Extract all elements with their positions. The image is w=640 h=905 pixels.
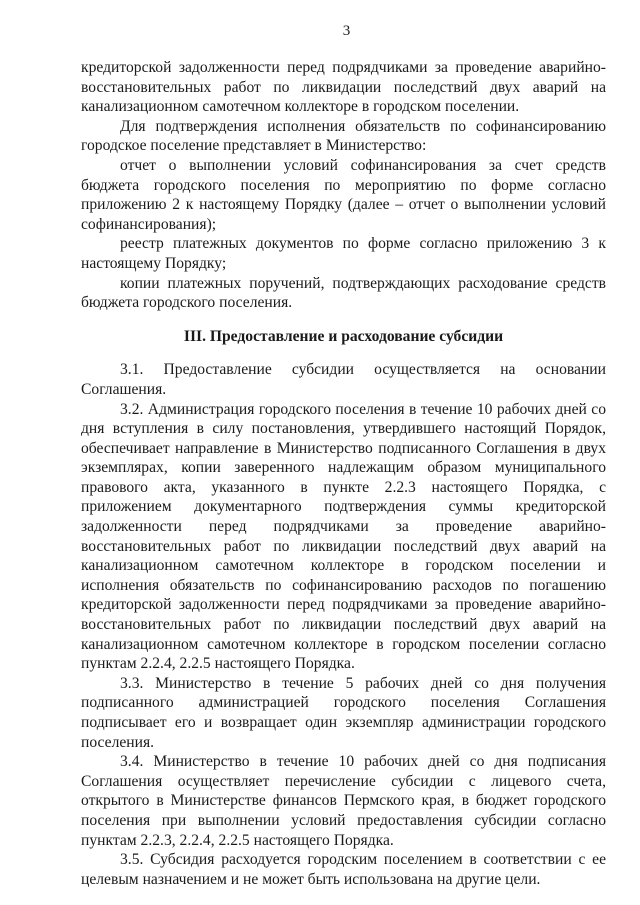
clause-3-5: 3.5. Субсидия расходуется городским поселением в соответствии с ее целевым назначением и не может быть использована на другие цели. <box>81 851 606 888</box>
page-number: 3 <box>342 23 351 39</box>
paragraph: отчет о выполнении условий софинансирования за счет средств бюджета городского поселения по мероприятию по форме согласно приложению 2 к настоящему Порядку (далее – отчет о выполнении условий софинансирования); <box>81 156 606 233</box>
paragraph: Для подтверждения исполнения обязательств по софинансированию городское поселение представляет в Министерство: <box>81 117 606 155</box>
paragraph: реестр платежных документов по форме согласно приложению 3 к настоящему Порядку; <box>81 235 606 272</box>
clause-3-2: 3.2. Администрация городского поселения в течение 10 рабочих дней со дня вступления в силу постановления, утвердившего настоящий Порядок, обеспечивает направление в Министерство подписанного Соглашения в двух экземплярах, копии заверенного надлежащим образом муниципального правового акта, указанного в пункте 2.2.3 настоящего Порядка, с приложением документарного подтверждения суммы кредиторской задолженности перед подрядчиками за проведение аварийно-восстановительных работ по ликвидации последствий двух аварий на канализационном самотечном коллекторе в городском поселении и исполнения обязательств по софинансированию расходов по погашению кредиторской задолженности перед подрядчиками за проведение аварийно-восстановительных работ по ликвидации последствий двух аварий на канализационном самотечном коллекторе в городском поселении согласно пунктам 2.2.4, 2.2.5 настоящего Порядка. <box>81 400 606 673</box>
clause-3-4: 3.4. Министерство в течение 10 рабочих дней со дня подписания Соглашения осуществляет перечисление субсидии с лицевого счета, открытого в Министерстве финансов Пермского края, в бюджет городского поселения при выполнении условий предоставления субсидии согласно пунктам 2.2.3, 2.2.4, 2.2.5 настоящего Порядка. <box>81 753 606 849</box>
section-body-before <box>81 58 606 313</box>
paragraph: копии платежных поручений, подтверждающих расходование средств бюджета городского поселения. <box>81 274 606 312</box>
paragraph: кредиторской задолженности перед подрядчиками за проведение аварийно-восстановительных работ по ликвидации последствий двух аварий на канализационном самотечном коллекторе в городском поселении. <box>81 59 606 116</box>
clause-3-1: 3.1. Предоставление субсидии осуществляется на основании Соглашения. <box>81 361 606 398</box>
clause-3-3: 3.3. Министерство в течение 5 рабочих дней со дня получения подписанного администрацией городского поселения Соглашения подписывает его и возвращает один экземпляр администрации городского поселения. <box>81 674 606 751</box>
section-title: III. Предоставление и расходование субсидии <box>183 327 504 345</box>
section-body-after <box>81 360 606 889</box>
